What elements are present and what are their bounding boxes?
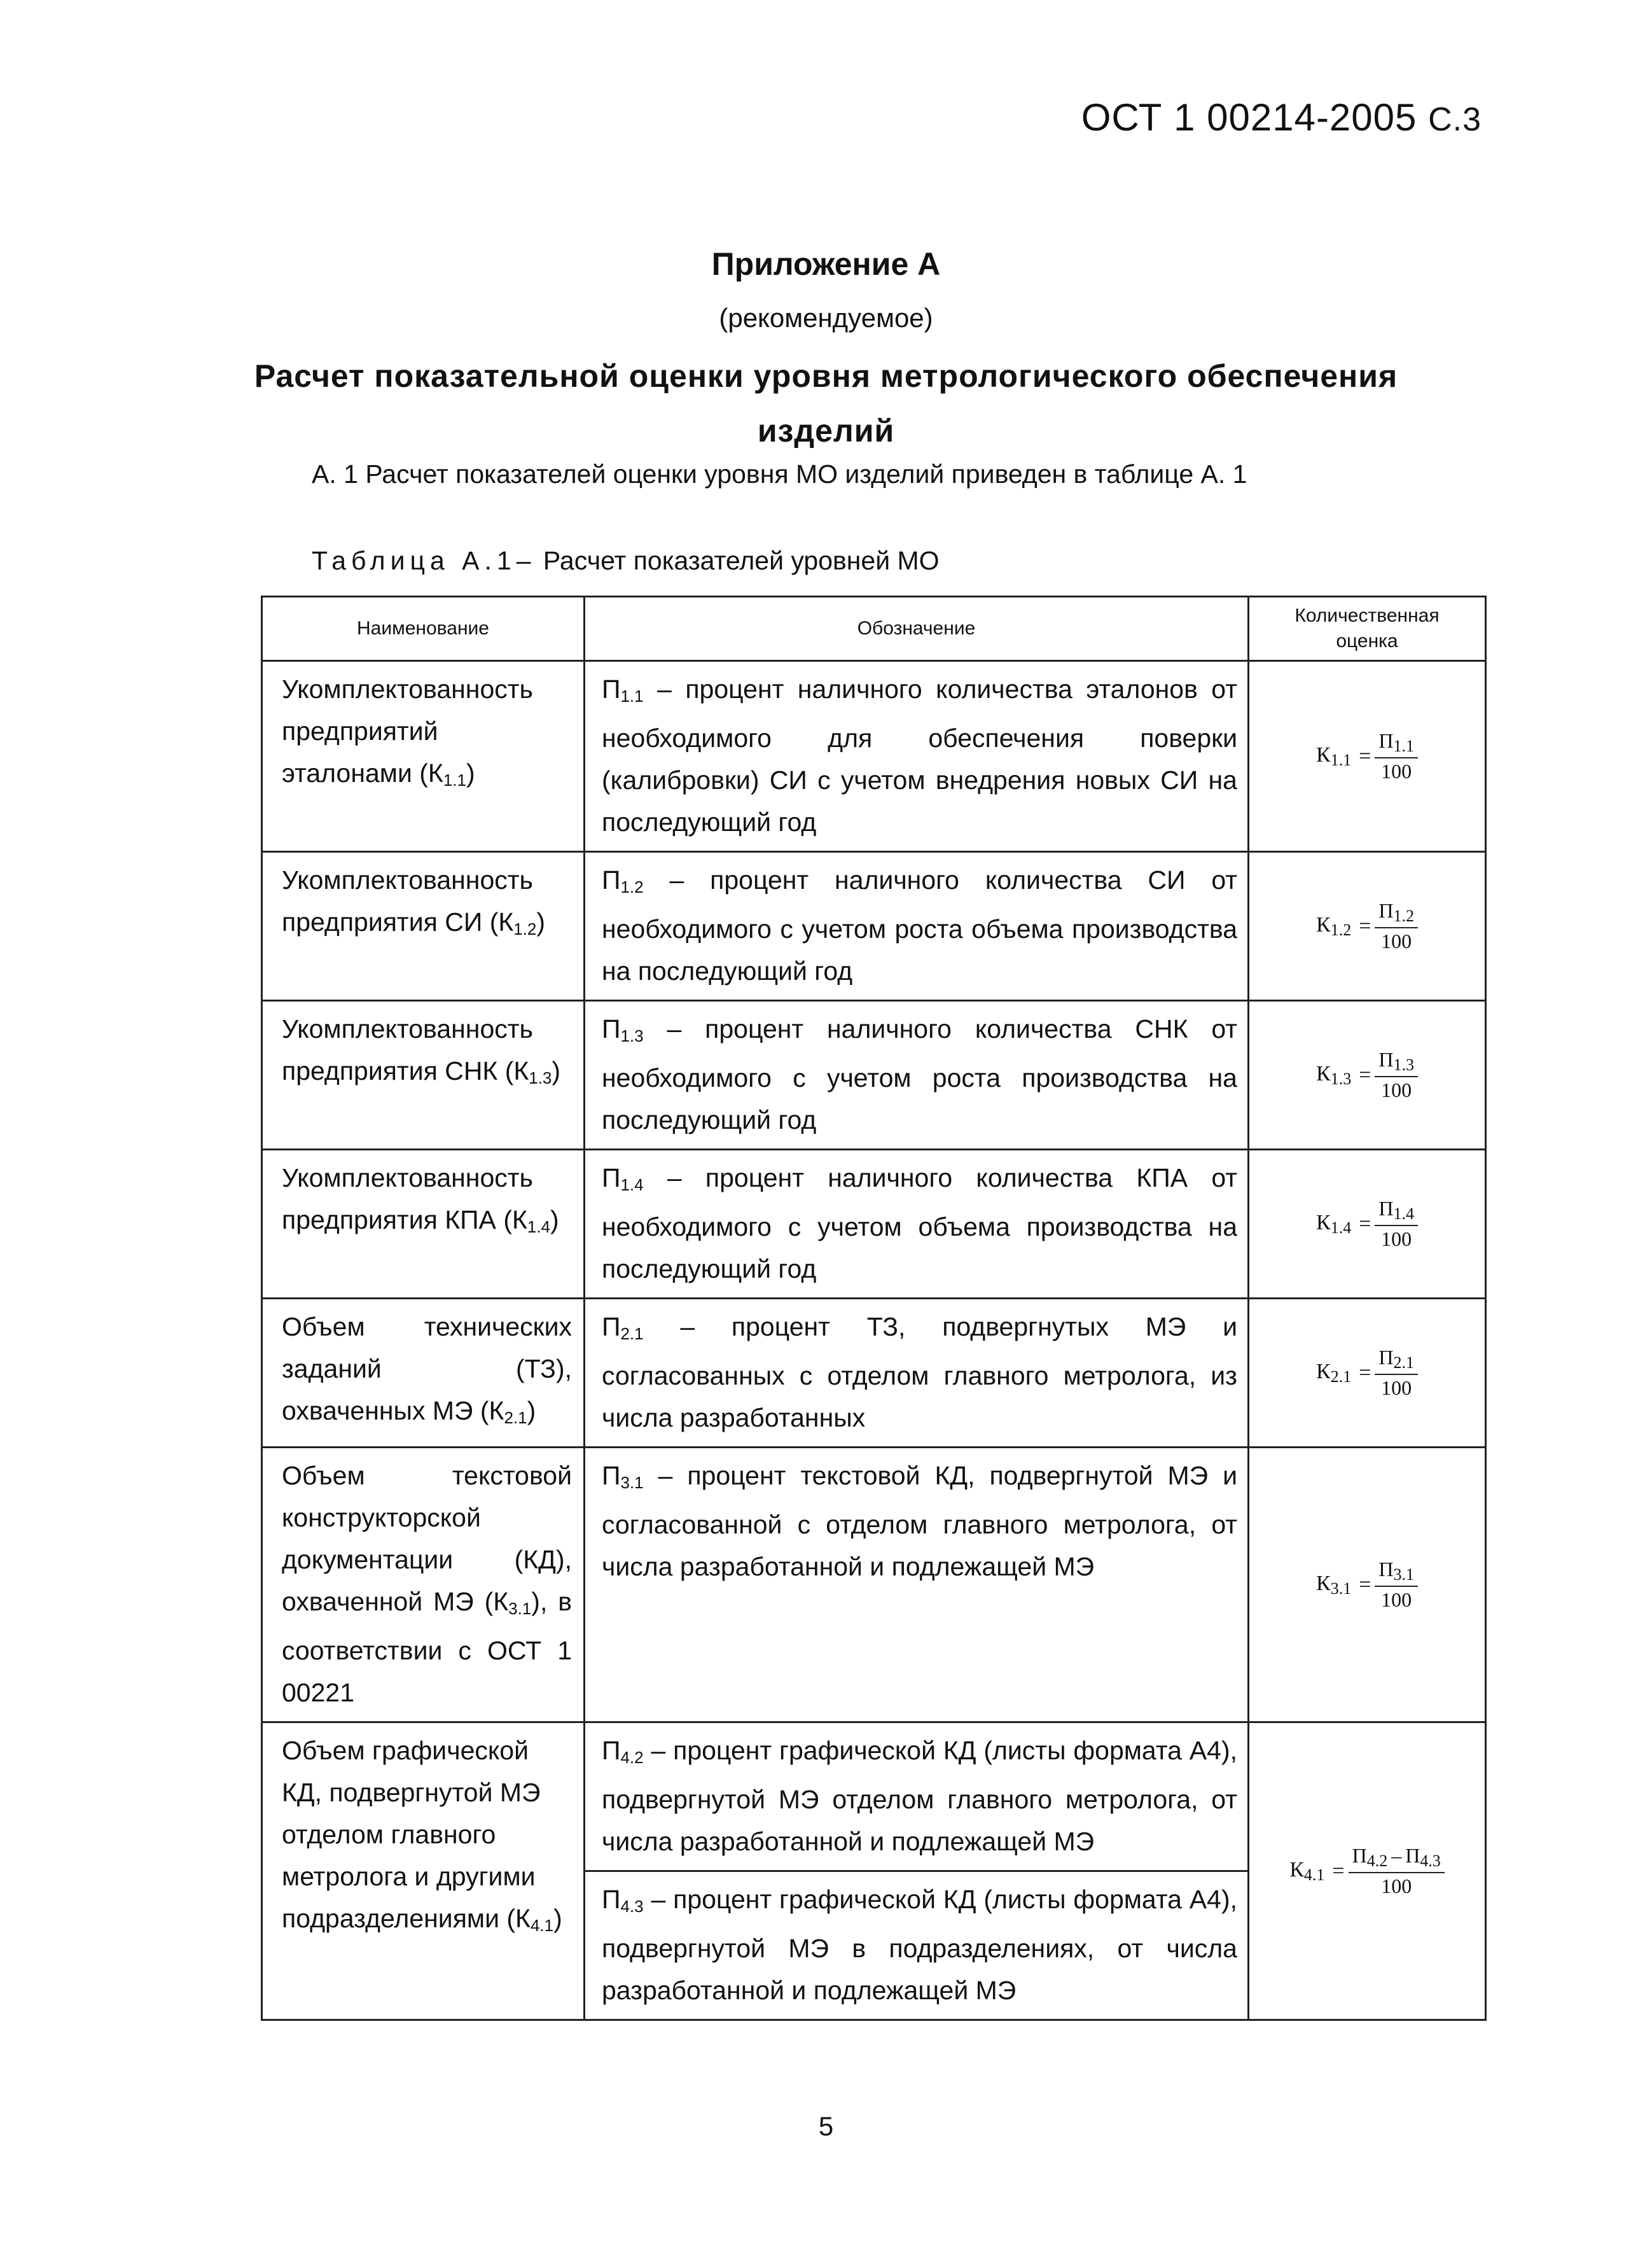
indicator-name: Объем текстовой конструкторской документации (КД), охваченной МЭ $(К_{3.1})$, в соответствии с ОСТ 1 00221: [282, 1461, 572, 1707]
table-row: [262, 661, 1486, 852]
designation-text: [585, 1872, 1247, 2019]
appendix-title: Приложение А: [711, 246, 941, 282]
designation-description: – процент ТЗ, подвергнутых МЭ и согласованных с отделом главного метролога, из числа разработанных: [602, 1312, 1237, 1432]
formula-lhs-index: 1.2: [1330, 920, 1352, 939]
formula-fraction-denominator: 100: [1381, 760, 1412, 783]
indicator-symbol: [428, 758, 466, 788]
formula-equals: =: [1359, 1572, 1371, 1596]
formula: [1316, 1558, 1418, 1612]
formula: [1316, 899, 1418, 953]
formula-fraction: [1375, 1558, 1418, 1612]
designation-symbol-index: 2.1: [620, 1324, 644, 1343]
formula-fraction-numerator: [1349, 1844, 1445, 1873]
designation-symbol-letter: П: [602, 865, 621, 895]
designation-cell: [585, 661, 1249, 852]
formula: [1316, 1346, 1418, 1400]
formula-numerator-index: 1.4: [1393, 1204, 1414, 1223]
indicator-symbol-index: 1.2: [513, 919, 537, 939]
header-quantitative-assessment-text: Количественная оценка: [1295, 605, 1440, 652]
formula-lhs-index: 1.1: [1330, 750, 1352, 769]
formula: [1316, 1048, 1418, 1102]
designation-symbol-letter: П: [602, 1014, 621, 1044]
designation-symbol: [602, 1014, 644, 1044]
indicator-symbol: [515, 1904, 553, 1933]
formula-numerator-index: 2.1: [1393, 1353, 1414, 1372]
formula-lhs: [1316, 913, 1351, 940]
formula-cell: [1249, 1001, 1486, 1150]
formula-numerator-index: 1.2: [1393, 907, 1414, 925]
formula-cell: [1249, 1448, 1486, 1722]
designation-symbol: [602, 674, 644, 704]
designation-cell-a: [585, 1722, 1249, 1871]
formula-numerator-letter: П: [1378, 1558, 1394, 1581]
formula: [1316, 1197, 1418, 1251]
indicator-name-suffix: , в соответствии с ОСТ 1 00221: [282, 1587, 572, 1707]
formula-fraction: [1375, 1197, 1418, 1251]
designation-symbol-index: 4.2: [620, 1748, 644, 1767]
formula-fraction-numerator: [1375, 1048, 1418, 1077]
formula-numerator-letter: П: [1378, 899, 1394, 922]
table-row: [262, 1299, 1486, 1448]
designation-description: – процент графической КД (листы формата А4), подвергнутой МЭ в подразделениях, от числа разработанной и подлежащей МЭ: [602, 1885, 1237, 2005]
designation-text: [585, 662, 1247, 851]
formula-fraction-numerator: [1375, 1197, 1418, 1226]
table-row: [262, 852, 1486, 1001]
formula-cell: [1249, 1150, 1486, 1299]
designation-symbol: [602, 865, 644, 895]
table-row: [262, 1448, 1486, 1722]
appendix-subtitle: (рекомендуемое): [719, 303, 933, 333]
formula-equals: =: [1359, 914, 1371, 938]
designation-symbol-index: 1.1: [620, 687, 644, 706]
formula-fraction-denominator: 100: [1381, 1376, 1412, 1399]
designation-description: – процент наличного количества эталонов от необходимого для обеспечения поверки (калибровки) СИ с учетом внедрения новых СИ на последующий год: [602, 674, 1237, 837]
formula-lhs-index: 4.1: [1303, 1865, 1325, 1884]
indicator-name-text: Объем графической КД, подвергнутой МЭ отделом главного метролога и другими подразделениями: [282, 1736, 541, 1933]
indicator-symbol-index: 3.1: [508, 1599, 532, 1618]
formula-fraction-denominator: 100: [1381, 930, 1412, 953]
formula-lhs: [1316, 1572, 1351, 1598]
formula-cell: [1249, 1722, 1486, 2020]
designation-text: [585, 1448, 1247, 1595]
designation-text: [585, 853, 1247, 1000]
formula-fraction-numerator: [1375, 729, 1418, 758]
indicator-symbol-index: 4.1: [530, 1916, 554, 1935]
formula-fraction-numerator: [1375, 1558, 1418, 1587]
designation-cell-b: [585, 1871, 1249, 2020]
formula-equals: =: [1359, 1360, 1371, 1385]
name-cell: [262, 1722, 585, 2020]
indicator-name-text: Укомплектованность предприятий эталонами: [282, 674, 533, 788]
designation-symbol: [602, 1461, 644, 1490]
indicator-symbol-letter: К: [498, 907, 514, 937]
designation-symbol-index: 1.2: [620, 877, 644, 897]
name-cell: [262, 1299, 585, 1448]
indicator-symbol: [498, 907, 536, 937]
designation-symbol-letter: П: [602, 1163, 621, 1192]
indicator-symbol-letter: К: [511, 1205, 527, 1234]
calculation-title: [0, 349, 1652, 458]
formula-lhs-letter: К: [1316, 1571, 1331, 1595]
formula-fraction-denominator: 100: [1381, 1079, 1412, 1101]
formula-lhs: [1289, 1858, 1324, 1885]
formula-numerator-letter: П: [1378, 1048, 1394, 1071]
designation-description: – процент графической КД (листы формата А4), подвергнутой МЭ отделом главного метролога, от числа разработанной и подлежащей МЭ: [602, 1736, 1237, 1856]
formula-lhs: [1316, 743, 1351, 770]
formula-lhs-letter: К: [1316, 1210, 1331, 1234]
formula-lhs-letter: К: [1289, 1857, 1304, 1881]
designation-cell: [585, 1150, 1249, 1299]
document-code-text: ОСТ 1 00214-2005: [1081, 96, 1417, 139]
document-code: [1081, 95, 1482, 139]
indicator-symbol-index: 1.4: [527, 1217, 551, 1236]
indicator-symbol-letter: К: [515, 1904, 531, 1933]
header-designation: Обозначение: [585, 597, 1249, 661]
designation-text: [585, 1299, 1247, 1446]
table-caption-label: Таблица А.1–: [312, 546, 536, 575]
formula-minus: –: [1391, 1844, 1402, 1867]
table-row: [262, 1722, 1486, 1871]
formula-numerator-letter: П: [1378, 729, 1394, 752]
indicator-symbol-index: 1.3: [529, 1068, 552, 1087]
designation-cell: [585, 1001, 1249, 1150]
name-cell: [262, 852, 585, 1001]
designation-symbol: [602, 1736, 644, 1765]
designation-text: [585, 1150, 1247, 1297]
formula-cell: [1249, 1299, 1486, 1448]
formula-lhs: [1316, 1360, 1351, 1386]
designation-text: [585, 1002, 1247, 1148]
designation-description: – процент наличного количества СНК от необходимого с учетом роста производства на последующий год: [602, 1014, 1237, 1134]
formula-lhs-letter: К: [1316, 912, 1331, 937]
indicator-name-text: Укомплектованность предприятия СНК: [282, 1014, 533, 1086]
formula-lhs-index: 3.1: [1330, 1579, 1352, 1598]
indicator-name: Укомплектованность предприятия КПА $(К_{1.4})$: [282, 1163, 559, 1236]
indicator-name-text: Укомплектованность предприятия КПА: [282, 1163, 533, 1234]
calculation-title-line-1: Расчет показательной оценки уровня метрологического обеспечения: [254, 358, 1398, 394]
designation-description: – процент наличного количества СИ от необходимого с учетом роста объема производства на последующий год: [602, 865, 1237, 986]
formula-numerator-index: 1.3: [1393, 1056, 1414, 1074]
formula-equals: =: [1359, 744, 1371, 768]
name-cell: [262, 661, 585, 852]
formula-fraction-denominator: 100: [1381, 1588, 1412, 1611]
formula-lhs-index: 2.1: [1330, 1367, 1352, 1386]
formula-fraction: [1375, 1346, 1418, 1400]
table-row: [262, 1001, 1486, 1150]
name-cell: [262, 1150, 585, 1299]
indicator-symbol: [513, 1056, 552, 1086]
formula-lhs-index: 1.3: [1330, 1069, 1352, 1088]
header-quantitative-assessment: [1249, 597, 1486, 661]
formula-fraction-numerator: [1375, 899, 1418, 928]
formula-numerator-letter: П: [1378, 1197, 1394, 1220]
intro-paragraph: А. 1 Расчет показателей оценки уровня МО изделий приведен в таблице А. 1: [312, 459, 1247, 489]
formula-numerator-letter-b: П: [1405, 1844, 1420, 1867]
designation-symbol-index: 4.3: [620, 1897, 644, 1916]
designation-symbol-letter: П: [602, 1736, 621, 1765]
formula-lhs-index: 1.4: [1330, 1218, 1352, 1237]
formula-lhs: [1316, 1211, 1351, 1238]
formula: [1316, 729, 1418, 783]
designation-cell: [585, 852, 1249, 1001]
designation-symbol-letter: П: [602, 1461, 621, 1490]
formula-fraction: [1349, 1844, 1445, 1898]
designation-symbol-letter: П: [602, 674, 621, 704]
table-caption: [312, 546, 940, 576]
designation-symbol-index: 3.1: [620, 1473, 644, 1492]
indicator-symbol: [512, 1205, 550, 1234]
designation-symbol-index: 1.4: [620, 1175, 644, 1194]
indicator-symbol-letter: К: [489, 1396, 504, 1425]
designation-text: [585, 1723, 1247, 1870]
designation-symbol: [602, 1312, 644, 1341]
indicator-name: Укомплектованность предприятия СНК $(К_{1.3})$: [282, 1014, 561, 1087]
indicator-name-text: Укомплектованность предприятия СИ: [282, 865, 533, 937]
metrology-table: [261, 596, 1487, 2021]
designation-symbol-index: 1.3: [620, 1026, 644, 1045]
formula-equals: =: [1359, 1063, 1371, 1087]
indicator-symbol-letter: К: [427, 758, 443, 788]
designation-symbol-letter: П: [602, 1885, 621, 1914]
indicator-symbol: [493, 1587, 531, 1616]
indicator-symbol-index: 2.1: [504, 1408, 527, 1427]
formula-numerator-index-b: 4.3: [1420, 1852, 1441, 1870]
indicator-name-text: Объем текстовой конструкторской документации (КД), охваченной МЭ: [282, 1461, 572, 1616]
formula-fraction: [1375, 729, 1418, 783]
indicator-name: Объем технических заданий (ТЗ), охваченных МЭ $(К_{2.1})$: [282, 1312, 572, 1427]
table-row: [262, 1150, 1486, 1299]
formula-numerator-letter-a: П: [1352, 1844, 1367, 1867]
page-reference: С.3: [1428, 101, 1482, 138]
indicator-symbol-index: 1.1: [443, 771, 466, 790]
formula-numerator-index: 3.1: [1393, 1565, 1414, 1584]
formula-equals: =: [1359, 1211, 1371, 1236]
page-number: 5: [818, 2111, 834, 2141]
table-caption-text: Расчет показателей уровней МО: [543, 546, 940, 575]
indicator-name: Объем графической КД, подвергнутой МЭ отделом главного метролога и другими подразделениями $(К_{4.1})$: [282, 1736, 562, 1935]
indicator-symbol-letter: К: [493, 1587, 509, 1616]
designation-symbol-letter: П: [602, 1312, 621, 1341]
formula-lhs-letter: К: [1316, 743, 1331, 767]
table-header-row: [262, 597, 1486, 661]
designation-description: – процент текстовой КД, подвергнутой МЭ и согласованной с отделом главного метролога, от числа разработанной и подлежащей МЭ: [602, 1461, 1237, 1581]
designation-symbol: [602, 1163, 644, 1192]
indicator-name: Укомплектованность предприятий эталонами $(К_{1.1})$: [282, 674, 533, 790]
indicator-name: Укомплектованность предприятия СИ $(К_{1.2})$: [282, 865, 546, 939]
formula-equals: =: [1332, 1859, 1345, 1883]
formula-fraction: [1375, 899, 1418, 953]
indicator-symbol-letter: К: [513, 1056, 529, 1086]
name-cell: [262, 1448, 585, 1722]
indicator-name-text: Объем технических заданий (ТЗ), охваченных МЭ: [282, 1312, 572, 1425]
header-name: Наименование: [262, 597, 585, 661]
designation-description: – процент наличного количества КПА от необходимого с учетом объема производства на последующий год: [602, 1163, 1237, 1283]
formula-fraction-denominator: 100: [1381, 1875, 1412, 1897]
formula: [1289, 1844, 1445, 1898]
formula-cell: [1249, 661, 1486, 852]
formula-fraction: [1375, 1048, 1418, 1102]
formula-lhs-letter: К: [1316, 1061, 1331, 1086]
indicator-symbol: [489, 1396, 527, 1425]
formula-fraction-denominator: 100: [1381, 1227, 1412, 1250]
formula-cell: [1249, 852, 1486, 1001]
designation-symbol: [602, 1885, 644, 1914]
name-cell: [262, 1001, 585, 1150]
designation-cell: [585, 1299, 1249, 1448]
formula-numerator-index: 1.1: [1393, 737, 1414, 755]
formula-lhs-letter: К: [1316, 1359, 1331, 1383]
calculation-title-line-2: изделий: [757, 413, 895, 449]
formula-numerator-letter: П: [1378, 1346, 1394, 1369]
formula-fraction-numerator: [1375, 1346, 1418, 1375]
formula-numerator-index-a: 4.2: [1366, 1852, 1388, 1870]
formula-lhs: [1316, 1062, 1351, 1089]
designation-cell: [585, 1448, 1249, 1722]
